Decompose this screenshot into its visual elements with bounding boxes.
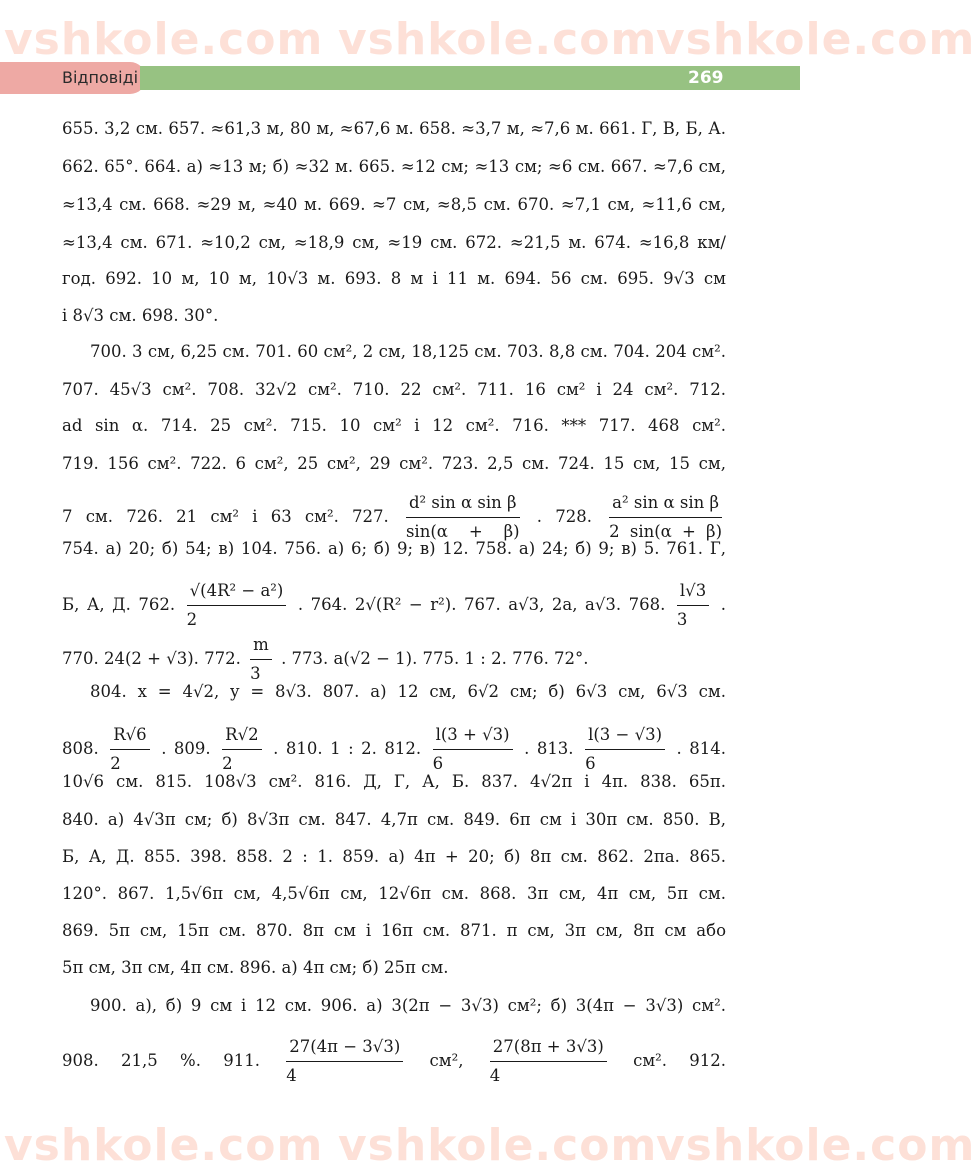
answer-line: і 8√3 см. 698. 30°.: [62, 306, 219, 325]
fraction-denominator: 2: [222, 754, 233, 773]
fraction: [585, 722, 665, 777]
watermark: vshkole.com: [338, 1120, 658, 1171]
answer-line: ad sin α. 714. 25 см². 715. 10 см² і 12 см². 716. *** 717. 468 см².: [62, 416, 726, 435]
fraction-numerator: l(3 + √3): [433, 722, 513, 750]
watermark: vshkole.com: [656, 14, 975, 65]
fraction-denominator: 2: [186, 610, 198, 629]
fraction-denominator: 2 sin(α + β): [609, 522, 723, 541]
fraction-denominator: 4: [286, 1066, 297, 1085]
fraction: [110, 722, 149, 777]
fraction-denominator: sin(α + β): [405, 522, 520, 541]
answer-text: Б, А, Д. 762.: [62, 595, 176, 614]
answer-text: 770. 24(2 + √3). 772.: [62, 649, 241, 668]
fraction: [490, 1034, 607, 1089]
answer-text: 808.: [62, 739, 99, 758]
answer-line: 804. x = 4√2, y = 8√3. 807. а) 12 см, 6√2 см; б) 6√3 см, 6√3 см.: [90, 682, 726, 701]
fraction: [250, 632, 272, 687]
answer-text: . 813.: [524, 739, 574, 758]
answer-line: 840. а) 4√3π см; б) 8√3π см. 847. 4,7π см. 849. 6π см і 30π см. 850. В,: [62, 810, 726, 829]
answer-line: год. 692. 10 м, 10 м, 10√3 м. 693. 8 м і 11 м. 694. 56 см. 695. 9√3 см: [62, 269, 726, 288]
page-number: 269: [688, 68, 724, 88]
answer-line: 700. 3 см, 6,25 см. 701. 60 см², 2 см, 18,125 см. 703. 8,8 см. 704. 204 см².: [90, 342, 726, 361]
watermark: vshkole.com: [656, 1120, 975, 1171]
answer-line-772: [62, 632, 726, 687]
answer-text: . 814.: [676, 739, 727, 758]
fraction-numerator: m: [250, 632, 272, 660]
answer-text: см². 912.: [633, 1051, 727, 1070]
fraction-numerator: R√6: [110, 722, 149, 750]
fraction-numerator: d² sin α sin β: [406, 490, 520, 518]
fraction-numerator: 27(8π + 3√3): [490, 1034, 607, 1062]
answer-line: 900. а), б) 9 см і 12 см. 906. а) 3(2π − 3√3) см²; б) 3(4π − 3√3) см².: [90, 996, 726, 1015]
fraction: [433, 722, 513, 777]
answer-line: 754. а) 20; б) 54; в) 104. 756. а) 6; б) 9; в) 12. 758. а) 24; б) 9; в) 5. 761. Г,: [62, 539, 726, 558]
fraction-denominator: 2: [110, 754, 121, 773]
answer-line: ≈13,4 см. 668. ≈29 м, ≈40 м. 669. ≈7 см, ≈8,5 см. 670. ≈7,1 см, ≈11,6 см,: [62, 195, 726, 214]
fraction-numerator: 27(4π − 3√3): [286, 1034, 403, 1062]
answer-line: Б, А, Д. 855. 398. 858. 2 : 1. 859. а) 4π + 20; б) 8π см. 862. 2πa. 865.: [62, 847, 726, 866]
answer-line: 120°. 867. 1,5√6π см, 4,5√6π см, 12√6π см. 868. 3π см, 4π см, 5π см.: [62, 884, 726, 903]
answer-text: . 773. a(√2 − 1). 775. 1 : 2. 776. 72°.: [281, 649, 589, 668]
answer-text: . 728.: [536, 507, 592, 526]
answer-line: 869. 5π см, 15π см. 870. 8π см і 16π см. 871. π см, 3π см, 8π см або: [62, 921, 726, 940]
fraction: [286, 1034, 403, 1089]
answer-line: 655. 3,2 см. 657. ≈61,3 м, 80 м, ≈67,6 м. 658. ≈3,7 м, ≈7,6 м. 661. Г, В, Б, А.: [62, 119, 726, 138]
answer-line: 5π см, 3π см, 4π см. 896. а) 4π см; б) 25π см.: [62, 958, 449, 977]
fraction-numerator: R√2: [222, 722, 261, 750]
answer-text: . 810. 1 : 2. 812.: [273, 739, 422, 758]
section-header: [0, 62, 800, 94]
fraction: [222, 722, 261, 777]
watermark: vshkole.com: [4, 14, 324, 65]
fraction-denominator: 6: [432, 754, 444, 773]
answer-line-908: [62, 1034, 726, 1089]
watermark: vshkole.com: [4, 1120, 324, 1171]
answer-line: 719. 156 см². 722. 6 см², 25 см², 29 см². 723. 2,5 см. 724. 15 см, 15 см,: [62, 454, 726, 473]
fraction: [677, 578, 709, 633]
answer-text: 7 см. 726. 21 см² і 63 см². 727.: [62, 507, 389, 526]
fraction-denominator: 3: [676, 610, 688, 629]
answer-text: см²,: [429, 1051, 464, 1070]
watermark: vshkole.com: [338, 14, 658, 65]
answer-line: 707. 45√3 см². 708. 32√2 см². 710. 22 см². 711. 16 см² і 24 см². 712.: [62, 380, 726, 399]
fraction-numerator: l√3: [677, 578, 709, 606]
answer-line: 10√6 см. 815. 108√3 см². 816. Д, Г, А, Б. 837. 4√2π і 4π. 838. 65π.: [62, 772, 726, 791]
fraction: [406, 490, 520, 545]
fraction-numerator: a² sin α sin β: [609, 490, 722, 518]
answer-text: . 809.: [161, 739, 211, 758]
fraction-denominator: 6: [585, 754, 596, 773]
fraction-numerator: √(4R² − a²): [187, 578, 287, 606]
answer-text: . 764. 2√(R² − r²). 767. a√3, 2a, a√3. 768.: [297, 595, 666, 614]
fraction-numerator: l(3 − √3): [585, 722, 665, 750]
fraction-denominator: 3: [250, 664, 261, 683]
answer-text: .: [720, 595, 726, 614]
fraction: [609, 490, 722, 545]
answer-line-762: [62, 578, 726, 633]
answer-line-808: [62, 722, 726, 777]
answer-line-726: [62, 490, 726, 545]
answer-line: ≈13,4 см. 671. ≈10,2 см, ≈18,9 см, ≈19 см. 672. ≈21,5 м. 674. ≈16,8 км/: [62, 233, 726, 252]
section-title: Відповіді: [62, 68, 139, 87]
answer-text: 908. 21,5 %. 911.: [62, 1051, 260, 1070]
fraction: [187, 578, 287, 633]
fraction-denominator: 4: [489, 1066, 501, 1085]
answer-line: 662. 65°. 664. а) ≈13 м; б) ≈32 м. 665. ≈12 см; ≈13 см; ≈6 см. 667. ≈7,6 см,: [62, 157, 726, 176]
